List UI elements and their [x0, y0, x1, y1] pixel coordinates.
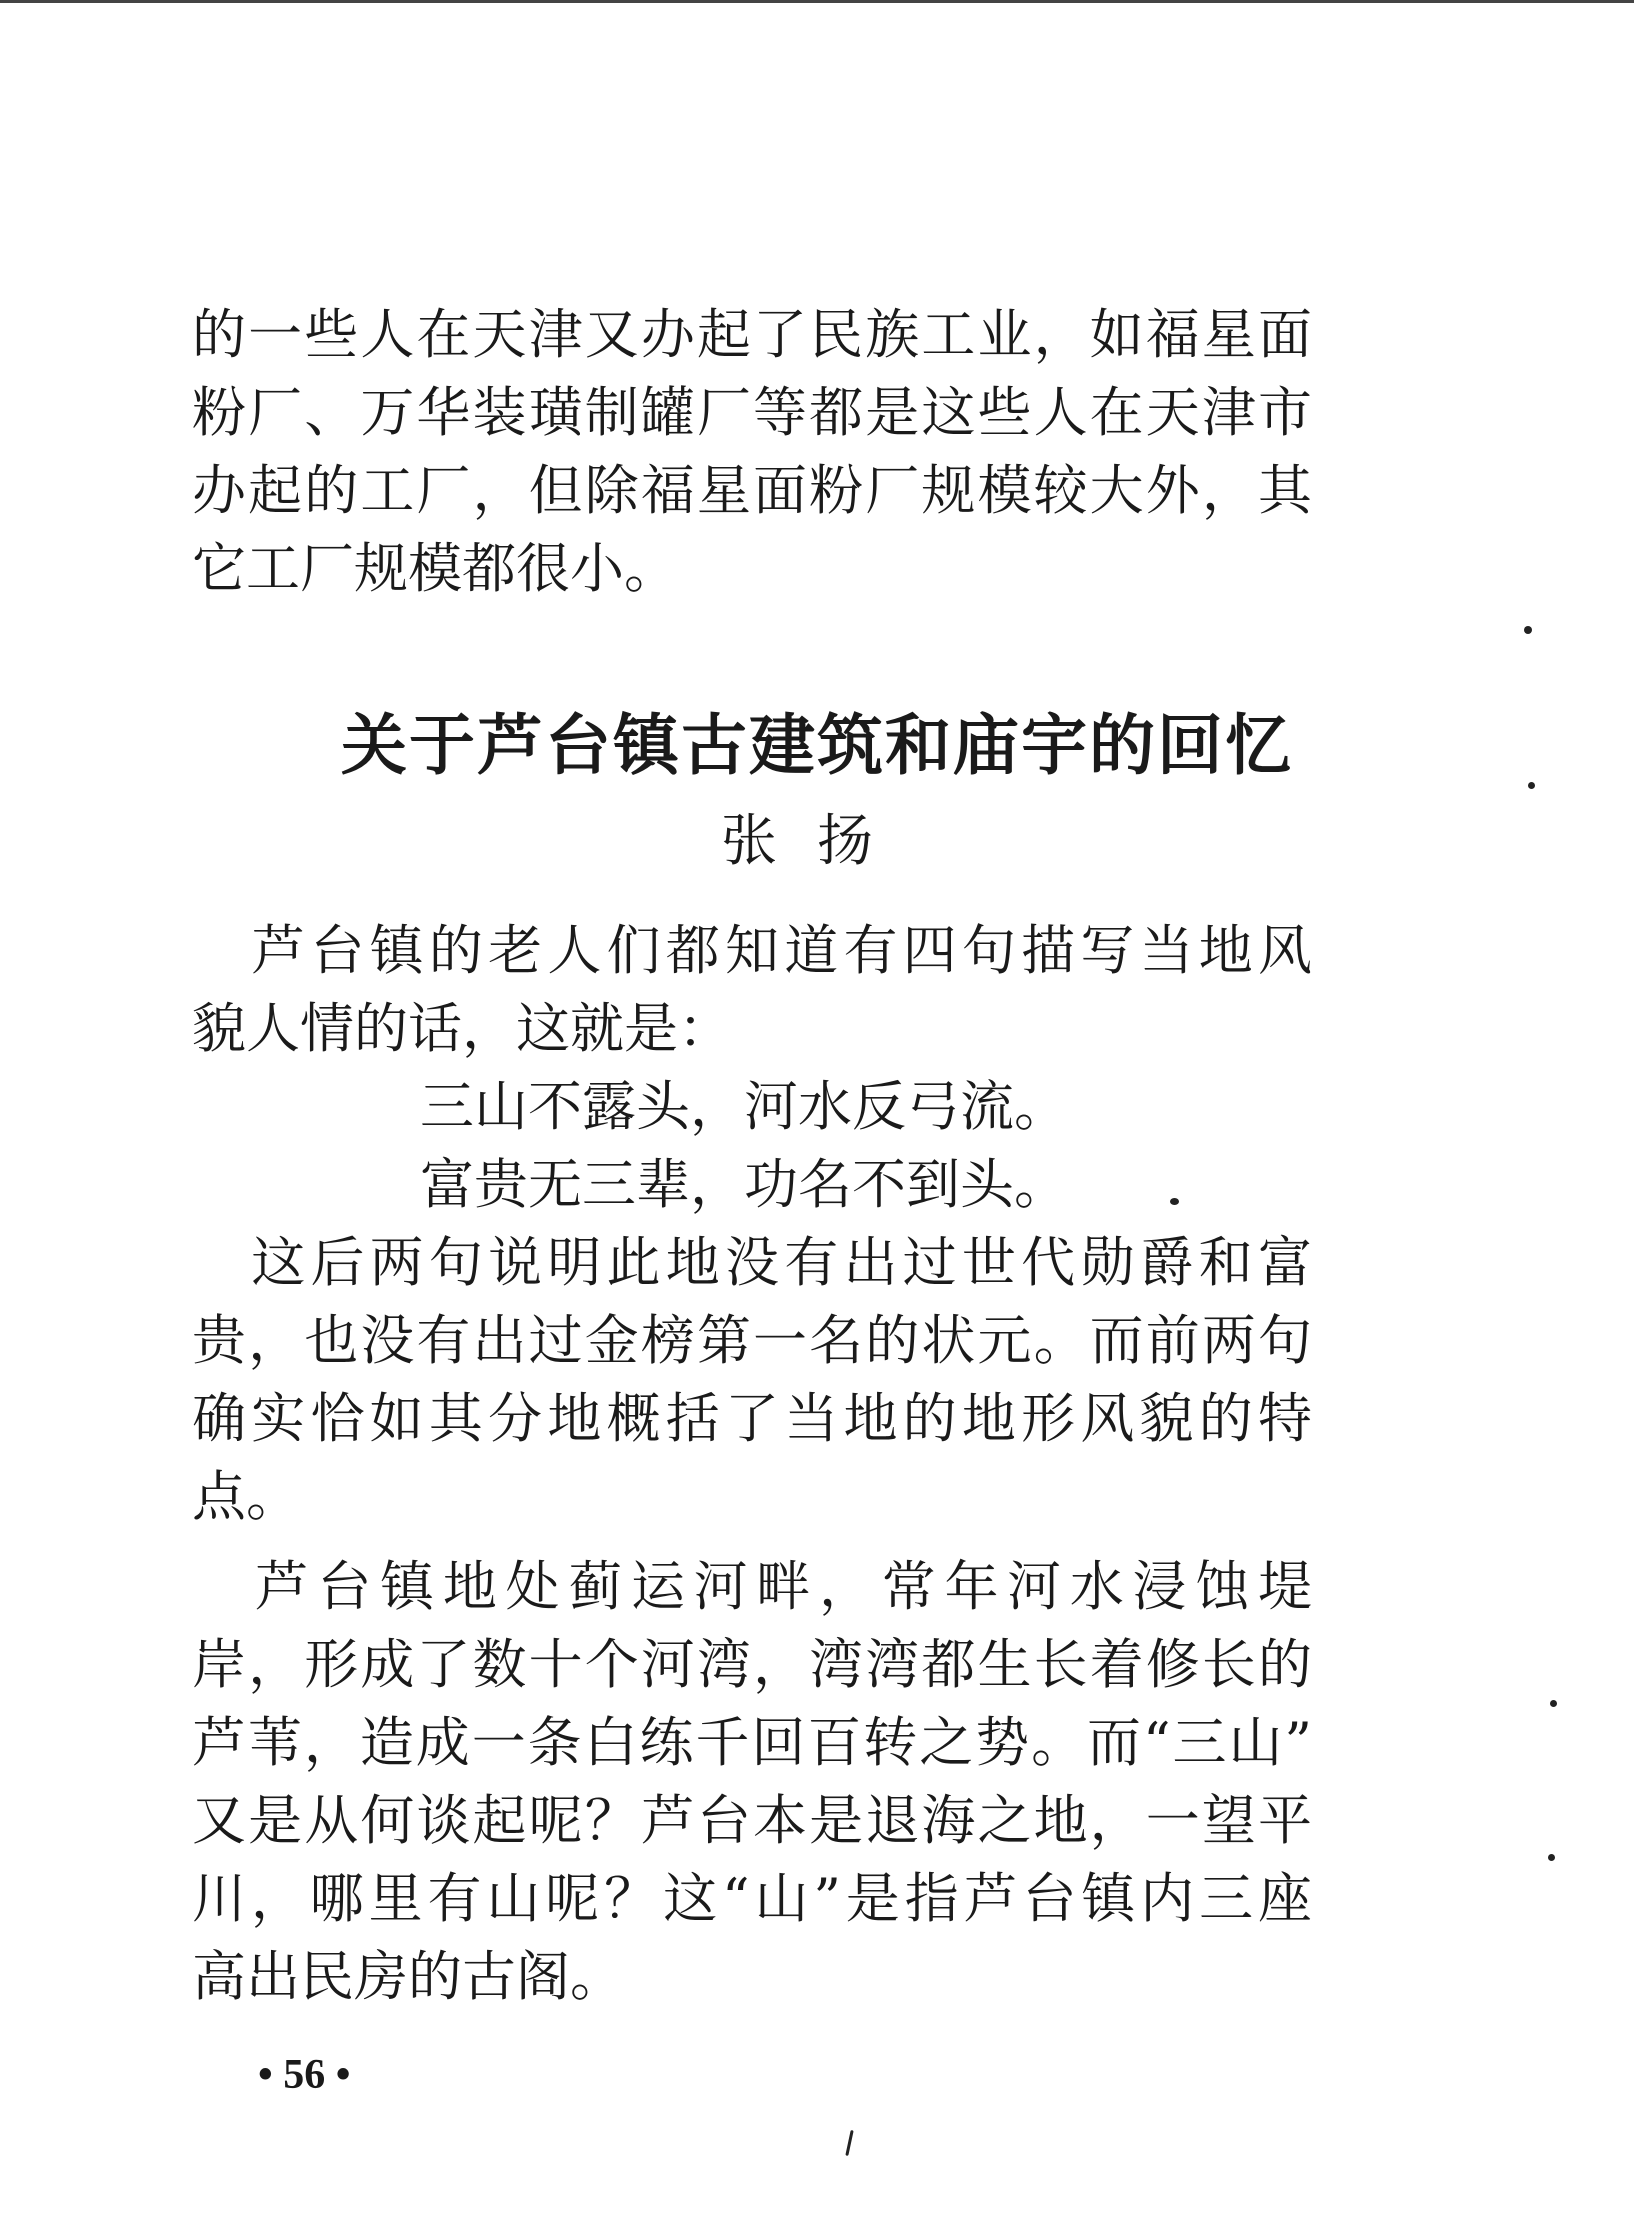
scan-speck [1524, 626, 1532, 634]
verse-line-2: 富贵无三辈，功名不到头。 [420, 1153, 1068, 1216]
scan-speck [1170, 1198, 1179, 1205]
paragraph-1-line-1: 芦台镇的老人们都知道有四句描写当地风 [192, 919, 1312, 982]
continuation-line-1: 的一些人在天津又办起了民族工业，如福星面 [192, 303, 1312, 366]
paragraph-3-line-6: 高出民房的古阁。 [192, 1945, 624, 2008]
paragraph-2-line-3: 确实恰如其分地概括了当地的地形风貌的特 [192, 1387, 1312, 1450]
verse-line-1: 三山不露头，河水反弓流。 [420, 1075, 1068, 1138]
paragraph-2-line-4: 点。 [192, 1465, 300, 1528]
paragraph-3-line-1: 芦台镇地处蓟运河畔，常年河水浸蚀堤 [192, 1555, 1312, 1618]
scan-mark [845, 2130, 853, 2156]
paragraph-2-line-2: 贵，也没有出过金榜第一名的状元。而前两句 [192, 1309, 1312, 1372]
continuation-line-4: 它工厂规模都很小。 [192, 537, 678, 600]
scan-speck [1550, 1700, 1557, 1707]
paragraph-3-line-5: 川，哪里有山呢？这“山”是指芦台镇内三座 [192, 1867, 1312, 1930]
scan-speck [1548, 1854, 1555, 1861]
top-border-line [0, 0, 1634, 3]
paragraph-1-line-2: 貌人情的话，这就是： [192, 997, 732, 1060]
article-author: 张扬 [721, 809, 913, 874]
paragraph-2-line-1: 这后两句说明此地没有出过世代勋爵和富 [192, 1231, 1312, 1294]
continuation-line-3: 办起的工厂，但除福星面粉厂规模较大外，其 [192, 459, 1312, 522]
paragraph-3-line-4: 又是从何谈起呢？芦台本是退海之地，一望平 [192, 1789, 1312, 1852]
page-number: • 56 • [258, 2052, 351, 2098]
continuation-line-2: 粉厂、万华装璜制罐厂等都是这些人在天津市 [192, 381, 1312, 444]
paragraph-3-line-2: 岸，形成了数十个河湾，湾湾都生长着修长的 [192, 1633, 1312, 1696]
article-title: 关于芦台镇古建筑和庙宇的回忆 [341, 706, 1293, 784]
paragraph-3-line-3: 芦苇，造成一条白练千回百转之势。而“三山” [192, 1711, 1312, 1774]
scan-speck [1528, 782, 1535, 789]
